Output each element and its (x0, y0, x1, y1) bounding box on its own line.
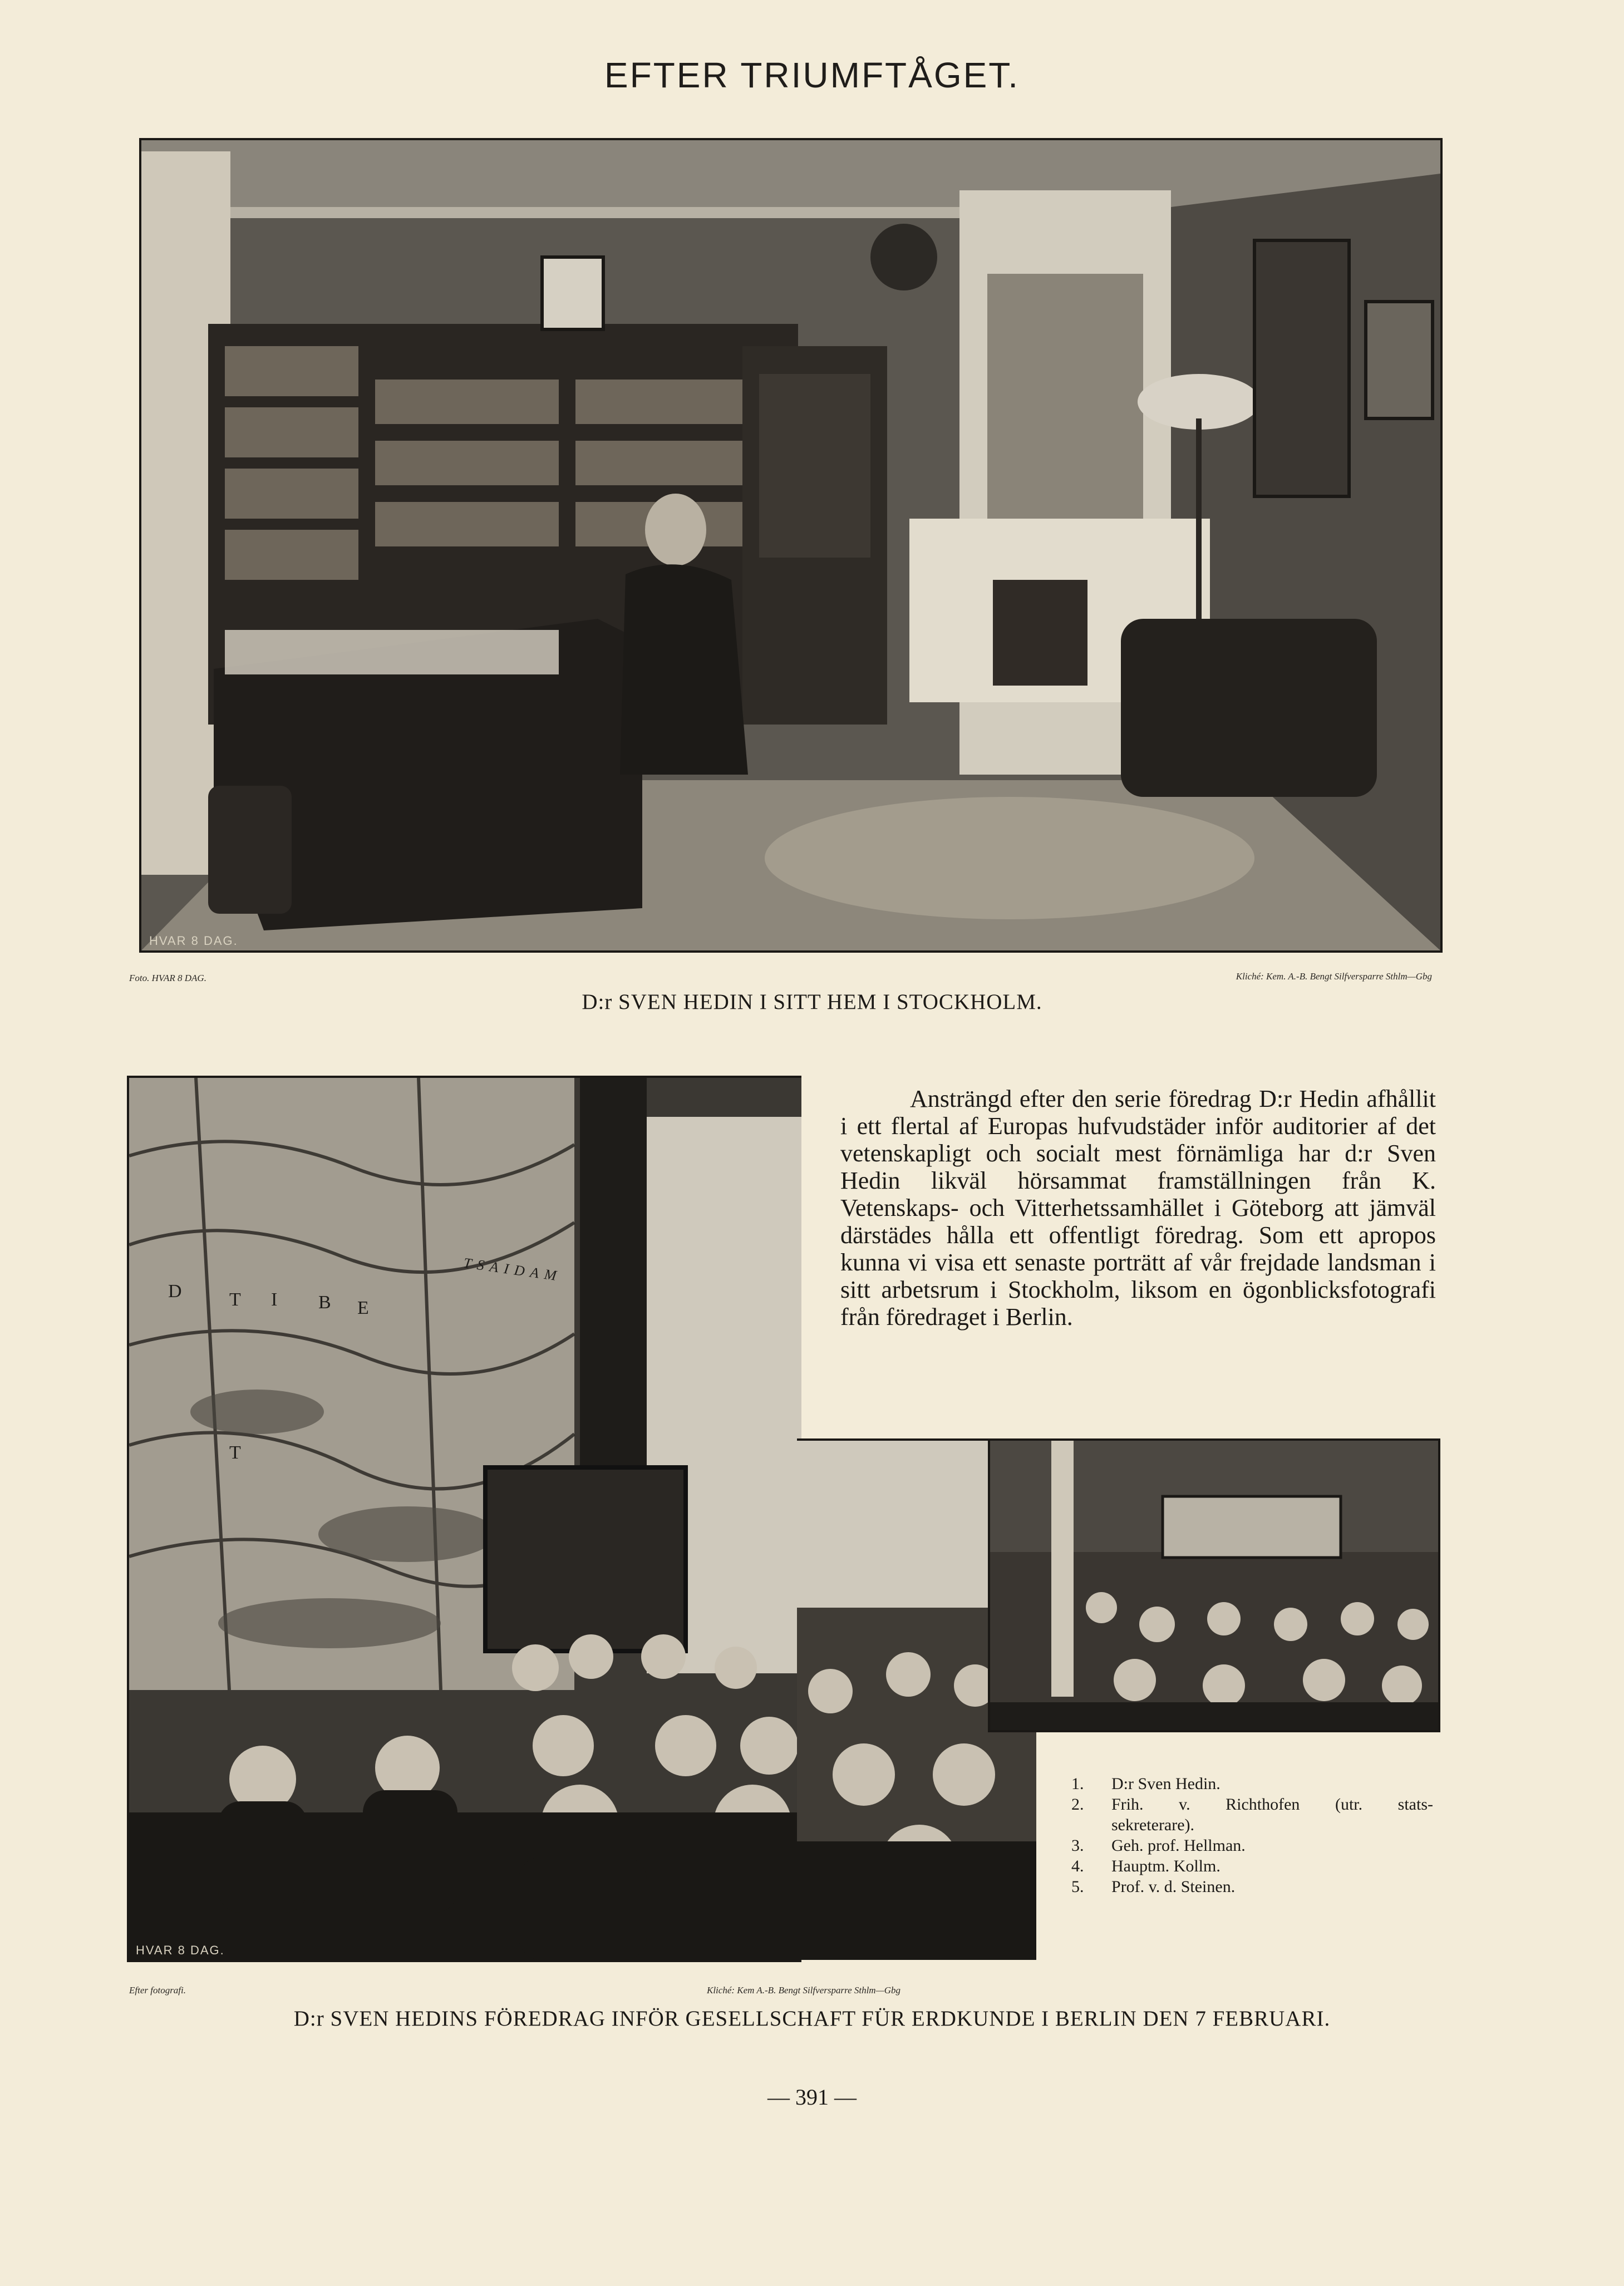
lecture-credit-right: Kliché: Kem A.-B. Bengt Silfversparre Sthlm—Gbg (707, 1985, 900, 1996)
legend-number: 4. (1071, 1857, 1084, 1875)
map-label-tibet-i: I (271, 1289, 278, 1310)
legend-text: Prof. v. d. Steinen. (1111, 1878, 1236, 1896)
map-label-tibet-b: B (318, 1292, 331, 1313)
photo-credit-right: Kliché: Kem. A.-B. Bengt Silfversparre Sthlm—Gbg (1236, 971, 1432, 982)
legend-item (1071, 1856, 1433, 1876)
photo-lecture-map (127, 1076, 801, 1962)
photo-lecture-right (988, 1438, 1440, 1732)
legend-text: D:r Sven Hedin. (1111, 1775, 1221, 1793)
map-label-tibet-d: D (168, 1281, 182, 1302)
article-text (840, 1085, 1436, 1331)
legend-list (1071, 1773, 1433, 1897)
legend-number: 5. (1071, 1878, 1084, 1896)
study-illustration (141, 140, 1440, 950)
legend-item (1071, 1773, 1433, 1794)
page-title: EFTER TRIUMFTÅGET. (604, 55, 1020, 95)
map-label-tibet-t1: T (229, 1289, 241, 1310)
legend-text: Geh. prof. Hellman. (1111, 1836, 1246, 1855)
lecture-illustration-right (990, 1441, 1438, 1730)
photo-caption: D:r SVEN HEDIN I SITT HEM I STOCKHOLM. (582, 990, 1042, 1014)
legend-number: 1. (1071, 1775, 1084, 1793)
map-label-tibet-t2: T (229, 1442, 241, 1463)
legend-item (1071, 1835, 1433, 1856)
map-label-tibet-e: E (357, 1298, 369, 1318)
legend-text: Frih. v. Richthofen (utr. stats- (1111, 1795, 1433, 1814)
legend-item (1071, 1876, 1433, 1897)
legend-text-continuation: sekreterare). (1111, 1816, 1195, 1834)
legend-item (1071, 1794, 1433, 1815)
lecture-caption: D:r SVEN HEDINS FÖREDRAG INFÖR GESELLSCHAFT FÜR ERDKUNDE I BERLIN DEN 7 FEBRUARI. (293, 2007, 1331, 2031)
lecture-credit-left: Efter fotografi. (129, 1985, 186, 1996)
legend-text: Hauptm. Kollm. (1111, 1857, 1221, 1875)
article-paragraph: Ansträngd efter den serie föredrag D:r Hedin afhållit i ett flertal af Europas hufvudstäder inför auditorier af det vetenskapligt och socialt mest förnämliga har d:r Sven Hedin likväl hörsammat framställningen från K. Vetenskaps- och Vitterhetssamhället i Göteborg att jämväl därstädes hålla ett offentligt föredrag. Som ett apropos kunna vi visa ett senaste porträtt af vår frejdade landsman i sitt arbetsrum i Stockholm, liksom en ögonblicksfotografi från föredraget i Berlin. (840, 1085, 1436, 1331)
page-number: — 391 — (767, 2085, 857, 2110)
legend-number: 2. (1071, 1795, 1084, 1814)
lecture-illustration-left (129, 1078, 801, 1960)
map-label-tsaidam: TSAIDAM (462, 1254, 563, 1285)
photo-credit-left: Foto. HVAR 8 DAG. (129, 973, 206, 983)
photo-watermark: HVAR 8 DAG. (149, 934, 238, 948)
legend-number: 3. (1071, 1836, 1084, 1855)
lecture-watermark: HVAR 8 DAG. (136, 1943, 225, 1957)
photo-study (139, 138, 1443, 953)
